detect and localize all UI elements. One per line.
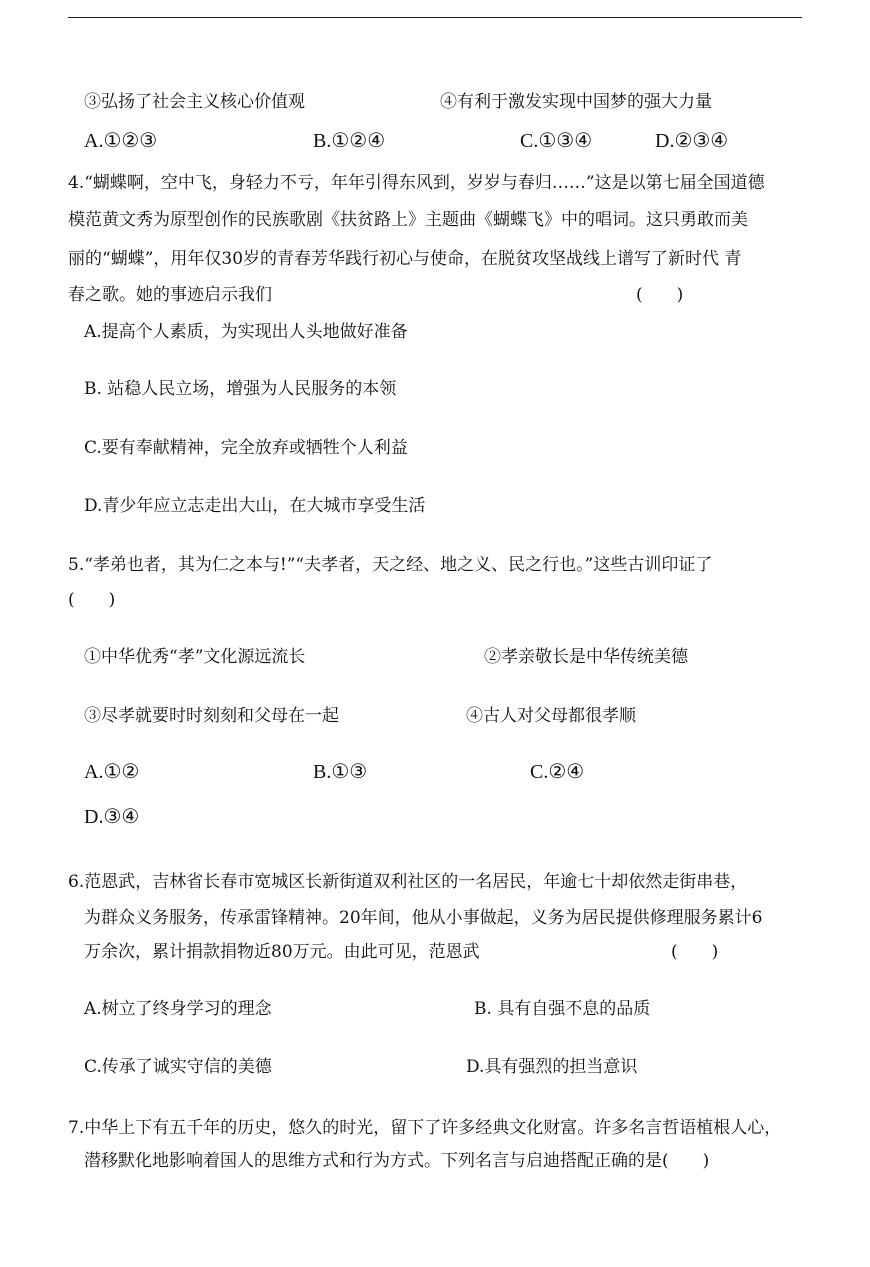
q7-stem-line-1: 7.中华上下有五千年的历史，悠久的时光，留下了许多经典文化财富。许多名言哲语植根人心， [68,1118,782,1138]
q4-option-c[interactable]: C.要有奉献精神，完全放弃或牺牲个人利益 [84,438,408,458]
q3-statement-4: ④有利于激发实现中国梦的强大力量 [440,92,712,112]
q6-option-d[interactable]: D.具有强烈的担当意识 [466,1057,638,1077]
q3-option-a[interactable]: A.①②③ [84,130,158,152]
q6-stem-line-2: 为群众义务服务，传承雷锋精神。20年间，他从小事做起，义务为居民提供修理服务累计6 [84,908,763,928]
q4-option-d[interactable]: D.青少年应立志走出大山，在大城市享受生活 [84,496,426,516]
q5-option-c[interactable]: C.②④ [530,761,585,783]
q5-statement-3: ③尽孝就要时时刻刻和父母在一起 [84,706,339,726]
q7-stem-line-2: 潜移默化地影响着国人的思维方式和行为方式。下列名言与启迪搭配正确的是( ) [84,1151,710,1171]
q5-option-a[interactable]: A.①② [84,761,140,783]
q6-stem-line-3: 万余次，累计捐款捐物近80万元。由此可见，范恩武 [84,942,480,962]
q4-answer-paren: ( ) [636,285,684,305]
q6-answer-paren: ( ) [671,942,719,962]
q6-option-c[interactable]: C.传承了诚实守信的美德 [84,1057,272,1077]
q6-option-b[interactable]: B. 具有自强不息的品质 [474,999,651,1019]
header-rule [68,17,802,18]
q5-option-d[interactable]: D.③④ [84,806,140,828]
q4-option-b[interactable]: B. 站稳人民立场，增强为人民服务的本领 [84,379,397,399]
q4-stem-line-4: 春之歌。她的事迹启示我们 [68,285,272,305]
q5-stem-line-1: 5.“孝弟也者，其为仁之本与!”“夫孝者，天之经、地之义、民之行也。”这些古训印证了 [68,555,713,575]
q4-option-a[interactable]: A.提高个人素质，为实现出人头地做好准备 [84,322,408,342]
q5-statement-2: ②孝亲敬长是中华传统美德 [484,647,688,667]
q5-answer-paren: ( ) [68,590,116,610]
q3-option-b[interactable]: B.①②④ [313,130,386,152]
q5-statement-1: ①中华优秀“孝”文化源远流长 [84,647,306,667]
q4-stem-line-1: 4.“蝴蝶啊，空中飞，身轻力不亏，年年引得东风到，岁岁与春归……”这是以第七届全国道德 [68,173,765,193]
q5-option-b[interactable]: B.①③ [313,761,368,783]
q5-statement-4: ④古人对父母都很孝顺 [466,706,636,726]
q6-stem-line-1: 6.范恩武，吉林省长春市宽城区长新街道双利社区的一名居民，年逾七十却依然走街串巷， [68,872,748,892]
q6-option-a[interactable]: A.树立了终身学习的理念 [84,999,272,1019]
q4-stem-line-3: 丽的“蝴蝶”，用年仅30岁的青春芳华践行初心与使命，在脱贫攻坚战线上谱写了新时代 青 [68,249,742,269]
q3-statement-3: ③弘扬了社会主义核心价值观 [84,92,305,112]
q4-stem-line-2: 模范黄文秀为原型创作的民族歌剧《扶贫路上》主题曲《蝴蝶飞》中的唱词。这只勇敢而美 [68,210,748,230]
q3-option-d[interactable]: D.②③④ [655,130,729,152]
q3-option-c[interactable]: C.①③④ [520,130,593,152]
